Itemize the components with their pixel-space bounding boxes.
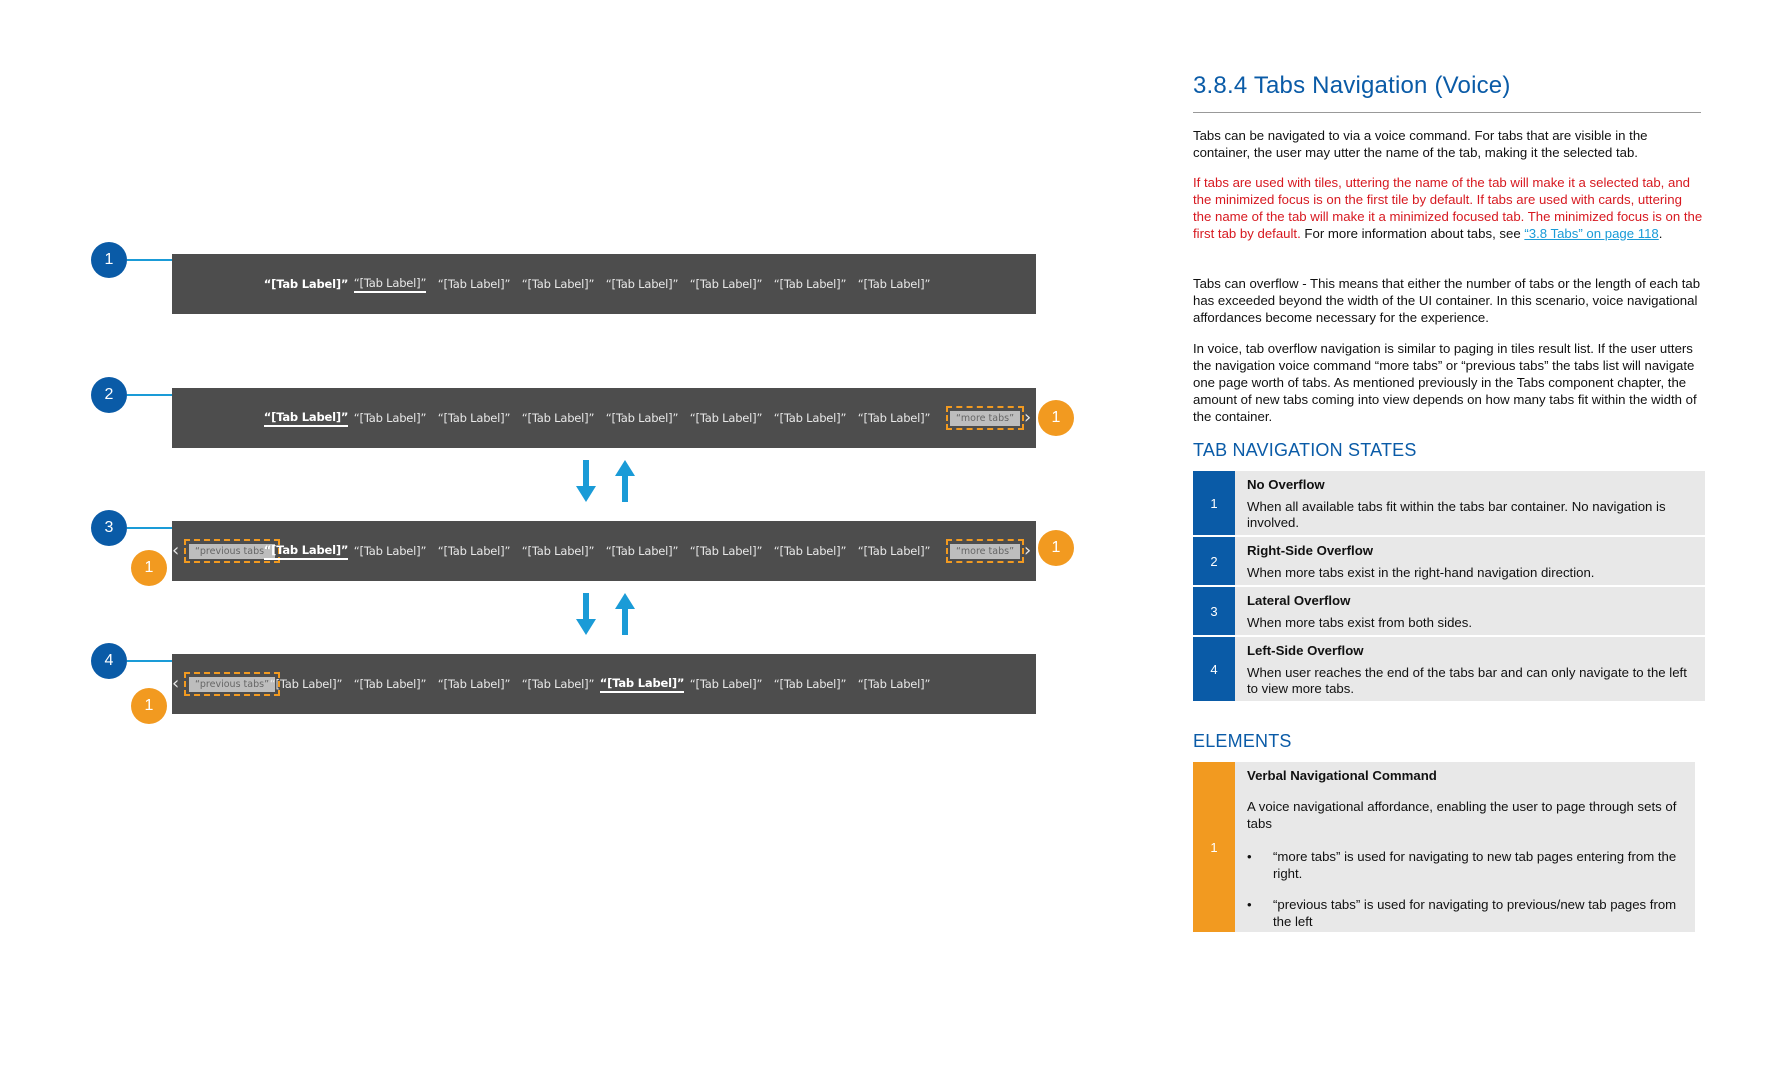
paragraph-tiles-cards xyxy=(1193,174,1703,242)
chevron-left-icon[interactable]: ‹ xyxy=(172,673,180,694)
tab-label: “[Tab Label]” xyxy=(353,544,427,558)
tab-item[interactable] xyxy=(432,254,516,314)
state-number: 4 xyxy=(1193,637,1235,701)
tab-item[interactable] xyxy=(516,388,600,448)
tab-item[interactable] xyxy=(600,388,684,448)
state-description: When user reaches the end of the tabs bar and can only navigate to the left to view more tabs. xyxy=(1247,665,1687,696)
tab-label: “[Tab Label]” xyxy=(857,544,931,558)
tab-label: “[Tab Label]” xyxy=(689,544,763,558)
tabs-bar-no-overflow xyxy=(172,254,1036,314)
tab-item[interactable] xyxy=(432,388,516,448)
tab-item[interactable] xyxy=(348,654,432,714)
tab-label: “[Tab Label]” xyxy=(437,544,511,558)
state-text xyxy=(1247,543,1695,581)
tab-label: “[Tab Label]” xyxy=(689,277,763,291)
tab-label: “[Tab Label]” xyxy=(437,277,511,291)
element-number: 1 xyxy=(144,697,154,714)
tabs-reference-link[interactable]: “3.8 Tabs” on page 118 xyxy=(1524,226,1659,241)
element-number: 1 xyxy=(1051,539,1061,556)
more-tabs-chip: “more tabs” xyxy=(950,544,1020,559)
note-continuation: For more information about tabs, see xyxy=(1300,226,1525,241)
note-end: . xyxy=(1658,226,1663,241)
tab-item[interactable] xyxy=(516,254,600,314)
more-tabs-chip: “more tabs” xyxy=(950,411,1020,426)
tab-item[interactable] xyxy=(516,654,600,714)
state-3-number: 3 xyxy=(104,519,114,536)
state-title: No Overflow xyxy=(1247,477,1325,492)
arrow-down-icon xyxy=(576,460,596,502)
state-title: Lateral Overflow xyxy=(1247,593,1351,608)
element-number: 1 xyxy=(1051,409,1061,426)
state-3-leader xyxy=(127,527,172,529)
tab-item[interactable] xyxy=(852,521,936,581)
tab-item[interactable] xyxy=(852,654,936,714)
element-1-badge xyxy=(131,688,167,724)
paragraph-voice-navigation: In voice, tab overflow navigation is similar to paging in tiles result list. If the user utters the navigation voice command “more tabs” or “previous tabs” the tabs list will navigate one page worth of tabs. As mentioned previously in the Tabs component chapter, the amount of new tabs coming into view depends on how many tabs fit within the width of the container. xyxy=(1193,341,1697,424)
state-2-number: 2 xyxy=(104,386,114,403)
element-1-badge xyxy=(131,550,167,586)
tab-item[interactable] xyxy=(684,521,768,581)
elements-heading: ELEMENTS xyxy=(1193,731,1292,751)
tab-item-selected[interactable] xyxy=(264,388,348,448)
state-number: 3 xyxy=(1193,587,1235,635)
paragraph-overflow: Tabs can overflow - This means that either the number of tabs or the length of each tab has exceeded beyond the width of the UI container. In this scenario, voice navigational affordances become necessary for the experience. xyxy=(1193,276,1701,325)
tab-item[interactable] xyxy=(600,521,684,581)
state-text xyxy=(1247,593,1695,631)
tab-label: “[Tab Label]” xyxy=(773,411,847,425)
tab-item[interactable] xyxy=(600,254,684,314)
tab-item-selected[interactable] xyxy=(600,654,684,714)
tab-item[interactable] xyxy=(852,388,936,448)
state-row xyxy=(1193,537,1705,585)
title-divider xyxy=(1193,112,1701,113)
tab-label: “[Tab Label]” xyxy=(773,544,847,558)
arrow-up-icon xyxy=(615,460,635,502)
chevron-right-icon[interactable]: › xyxy=(1024,540,1032,561)
bullet-text: “more tabs” is used for navigating to new tab pages entering from the right. xyxy=(1273,849,1677,881)
state-1-leader xyxy=(127,259,172,261)
tab-item[interactable] xyxy=(768,521,852,581)
tabs-bar-left-overflow xyxy=(172,654,1036,714)
tab-label: “[Tab Label]” xyxy=(605,544,679,558)
state-row xyxy=(1193,587,1705,635)
tab-item[interactable] xyxy=(768,254,852,314)
tab-label: “[Tab Label]” xyxy=(353,411,427,425)
tab-label: “[Tab Label]” xyxy=(600,676,684,693)
state-4-leader xyxy=(127,660,172,662)
section-title: 3.8.4 Tabs Navigation (Voice) xyxy=(1193,72,1511,99)
tab-item[interactable] xyxy=(684,388,768,448)
chevron-left-icon[interactable]: ‹ xyxy=(172,540,180,561)
state-4-badge xyxy=(91,643,127,679)
arrow-down-icon xyxy=(576,593,596,635)
tabs-bar-lateral-overflow xyxy=(172,521,1036,581)
red-note: If tabs are used with tiles, uttering the name of the tab will make it a selected tab, and the minimized focus is on the first tile by default. If tabs are used with cards, uttering the name of the tab will make it a minimized focused tab. The minimized focus is on the first tab by default. xyxy=(1193,175,1703,241)
tab-label: “[Tab Label]” xyxy=(437,677,511,691)
bullet-icon: • xyxy=(1247,849,1252,864)
tab-label: “[Tab Label]” xyxy=(689,411,763,425)
tab-label: “[Tab Label]” xyxy=(354,276,426,293)
state-number: 2 xyxy=(1193,537,1235,585)
tab-item[interactable] xyxy=(264,654,348,714)
tab-label: “[Tab Label]” xyxy=(605,277,679,291)
tab-label: “[Tab Label]” xyxy=(857,677,931,691)
tab-label: “[Tab Label]” xyxy=(689,677,763,691)
tab-item[interactable] xyxy=(768,388,852,448)
tab-item-selected[interactable] xyxy=(348,254,432,314)
bullet-text: “previous tabs” is used for navigating to previous/new tab pages from the left xyxy=(1273,897,1677,929)
element-number: 1 xyxy=(1193,762,1235,932)
state-description: When more tabs exist in the right-hand navigation direction. xyxy=(1247,565,1595,580)
state-description: When all available tabs fit within the tabs bar container. No navigation is involved. xyxy=(1247,499,1666,530)
tab-label: “[Tab Label]” xyxy=(521,411,595,425)
tab-label: “[Tab Label]” xyxy=(521,677,595,691)
element-description: A voice navigational affordance, enabling the user to page through sets of tabs xyxy=(1247,799,1677,831)
element-number: 1 xyxy=(144,559,154,576)
tab-label: “[Tab Label]” xyxy=(857,277,931,291)
tab-label: “[Tab Label]” xyxy=(521,544,595,558)
tab-item[interactable] xyxy=(432,521,516,581)
tab-item[interactable] xyxy=(432,654,516,714)
state-1-badge xyxy=(91,242,127,278)
state-text xyxy=(1247,477,1695,531)
previous-tabs-chip: “previous tabs” xyxy=(189,544,275,559)
tab-item[interactable] xyxy=(684,254,768,314)
tab-label: “[Tab Label]” xyxy=(437,411,511,425)
more-tabs-command[interactable] xyxy=(946,539,1024,563)
tab-label: “[Tab Label]” xyxy=(264,410,348,427)
tab-label: “[Tab Label]” xyxy=(857,411,931,425)
tab-label: “[Tab Label]” xyxy=(521,277,595,291)
tab-item[interactable] xyxy=(348,521,432,581)
states-heading: TAB NAVIGATION STATES xyxy=(1193,440,1417,460)
arrow-up-icon xyxy=(615,593,635,635)
state-4-number: 4 xyxy=(104,652,114,669)
state-number: 1 xyxy=(1193,471,1235,535)
state-2-leader xyxy=(127,394,172,396)
element-1-badge xyxy=(1038,400,1074,436)
tab-label: “[Tab Label]” xyxy=(264,543,348,560)
tab-item[interactable] xyxy=(348,388,432,448)
state-description: When more tabs exist from both sides. xyxy=(1247,615,1473,630)
state-3-badge xyxy=(91,510,127,546)
bullet-icon: • xyxy=(1247,897,1252,912)
tab-item[interactable] xyxy=(684,654,768,714)
tab-item-selected[interactable] xyxy=(264,521,348,581)
element-1-badge xyxy=(1038,530,1074,566)
state-title: Right-Side Overflow xyxy=(1247,543,1374,558)
chevron-right-icon[interactable]: › xyxy=(1024,407,1032,428)
tab-label: “[Tab Label]” xyxy=(605,411,679,425)
tab-label: “[Tab Label]” xyxy=(353,677,427,691)
state-row xyxy=(1193,471,1705,535)
state-2-badge xyxy=(91,377,127,413)
previous-tabs-chip: “previous tabs” xyxy=(189,677,275,692)
tab-item[interactable] xyxy=(852,254,936,314)
tabs-bar-right-overflow xyxy=(172,388,1036,448)
tab-label: “[Tab Label]” xyxy=(773,677,847,691)
state-row xyxy=(1193,637,1705,701)
tab-item[interactable] xyxy=(516,521,600,581)
tab-label: “[Tab Label]” xyxy=(263,276,349,291)
tab-label: “[Tab Label]” xyxy=(269,677,343,691)
state-title: Left-Side Overflow xyxy=(1247,643,1364,658)
more-tabs-command[interactable] xyxy=(946,406,1024,430)
tab-item[interactable] xyxy=(264,254,348,314)
state-text xyxy=(1247,643,1695,697)
state-1-number: 1 xyxy=(104,251,114,268)
tab-label: “[Tab Label]” xyxy=(773,277,847,291)
element-row xyxy=(1193,762,1695,932)
element-title: Verbal Navigational Command xyxy=(1247,768,1437,783)
paragraph-intro: Tabs can be navigated to via a voice command. For tabs that are visible in the container, the user may utter the name of the tab, making it the selected tab. xyxy=(1193,128,1648,160)
tab-item[interactable] xyxy=(768,654,852,714)
